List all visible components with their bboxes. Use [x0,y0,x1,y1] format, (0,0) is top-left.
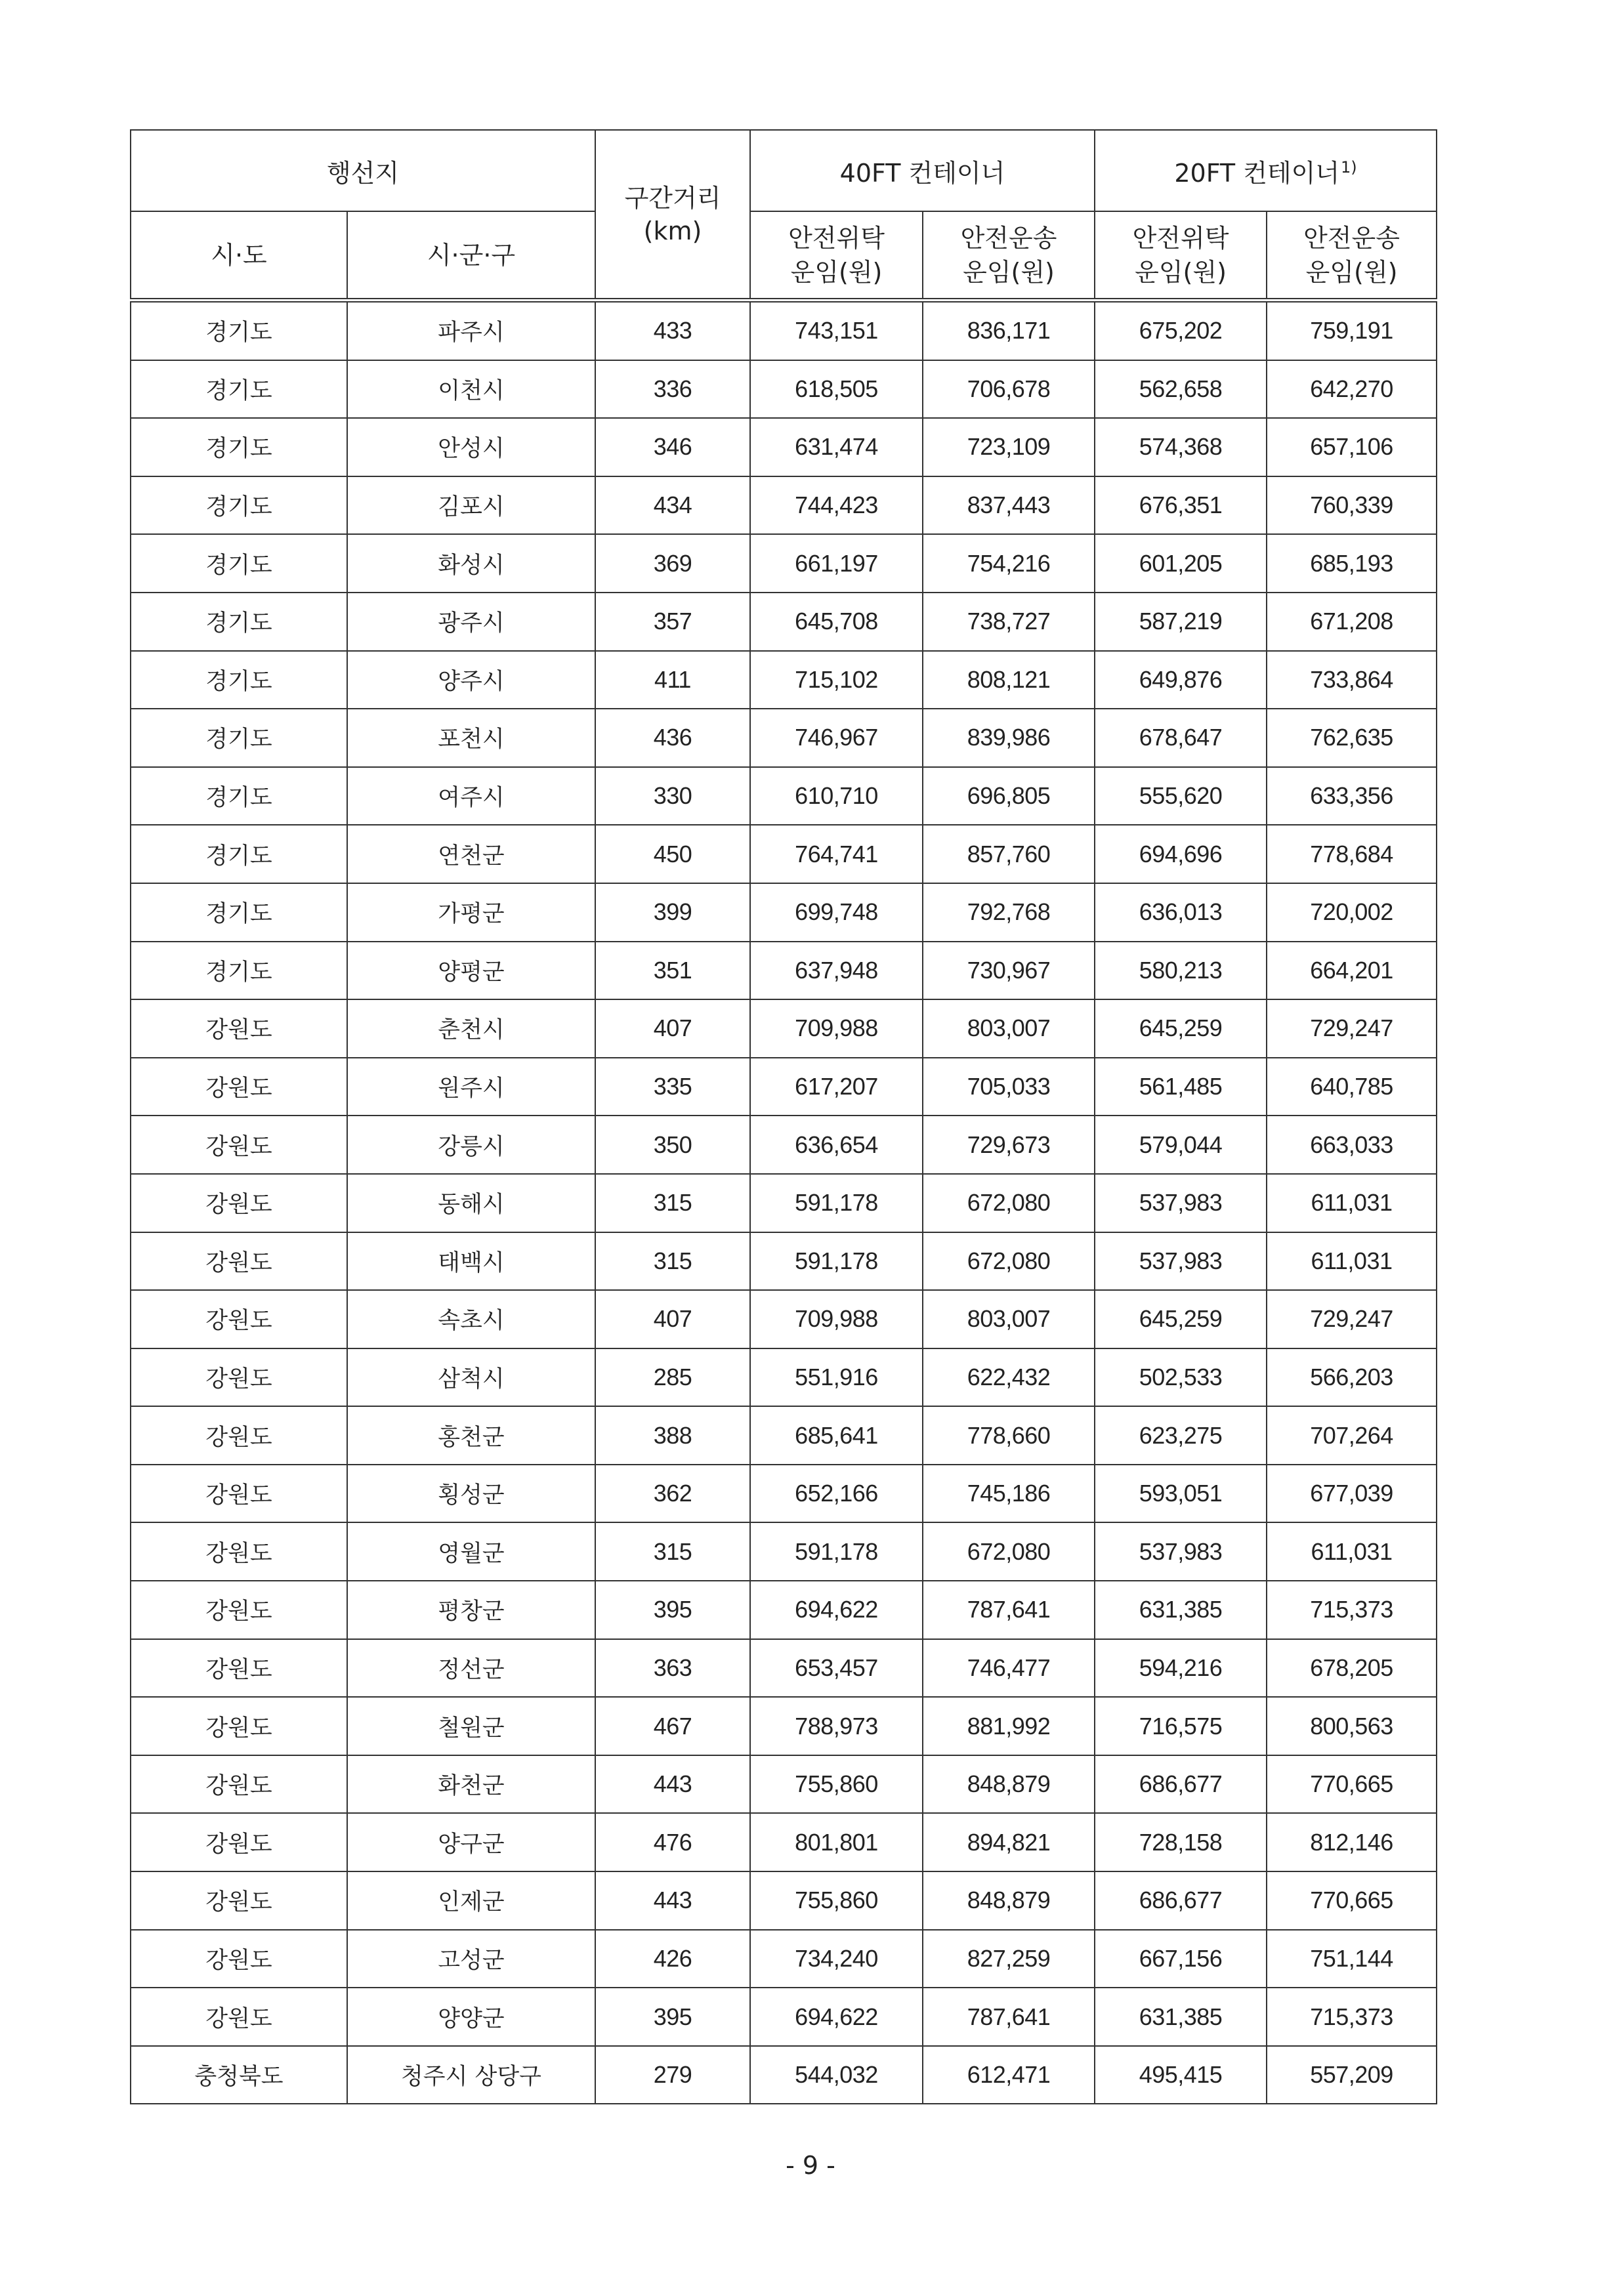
cell-rate-20ft-safe-transport: 678,205 [1267,1639,1437,1698]
cell-rate-40ft-safe-transport: 730,967 [923,942,1095,1000]
table-body [131,301,1437,2104]
cell-rate-20ft-safe-transport: 611,031 [1267,1522,1437,1581]
cell-rate-40ft-safe-consign: 591,178 [750,1232,923,1291]
cell-province: 강원도 [131,1639,347,1698]
cell-city: 화성시 [347,534,595,593]
cell-rate-40ft-safe-transport: 792,768 [923,883,1095,942]
cell-rate-40ft-safe-consign: 637,948 [750,942,923,1000]
cell-rate-40ft-safe-transport: 696,805 [923,767,1095,825]
cell-city: 춘천시 [347,999,595,1058]
cell-province: 강원도 [131,1755,347,1814]
cell-city: 양주시 [347,651,595,709]
header-20ft-safe-consign [1095,211,1267,301]
cell-rate-20ft-safe-transport: 729,247 [1267,999,1437,1058]
cell-rate-20ft-safe-consign: 686,677 [1095,1755,1267,1814]
cell-rate-20ft-safe-consign: 594,216 [1095,1639,1267,1698]
cell-rate-40ft-safe-transport: 723,109 [923,418,1095,476]
header-label-line1: 안전위탁 [788,223,885,253]
table-row [131,1930,1437,1988]
cell-city: 연천군 [347,825,595,883]
cell-rate-20ft-safe-consign: 728,158 [1095,1813,1267,1871]
cell-rate-20ft-safe-transport: 664,201 [1267,942,1437,1000]
table-row [131,476,1437,535]
cell-province: 강원도 [131,1697,347,1755]
cell-rate-20ft-safe-consign: 636,013 [1095,883,1267,942]
cell-city: 파주시 [347,301,595,360]
cell-rate-20ft-safe-transport: 633,356 [1267,767,1437,825]
table-row [131,999,1437,1058]
table-row [131,301,1437,360]
cell-rate-40ft-safe-consign: 694,622 [750,1988,923,2046]
cell-province: 경기도 [131,883,347,942]
cell-city: 고성군 [347,1930,595,1988]
header-city: 시·군·구 [347,211,595,301]
cell-distance-km: 330 [595,767,750,825]
cell-rate-40ft-safe-transport: 808,121 [923,651,1095,709]
cell-rate-40ft-safe-consign: 694,622 [750,1581,923,1639]
cell-rate-20ft-safe-transport: 729,247 [1267,1290,1437,1348]
header-label-line1: 안전운송 [1303,223,1400,253]
cell-rate-40ft-safe-consign: 652,166 [750,1465,923,1523]
cell-rate-40ft-safe-consign: 709,988 [750,1290,923,1348]
cell-city: 이천시 [347,360,595,419]
cell-rate-20ft-safe-transport: 751,144 [1267,1930,1437,1988]
cell-province: 강원도 [131,1871,347,1930]
table-header [131,130,1437,301]
cell-rate-40ft-safe-consign: 801,801 [750,1813,923,1871]
cell-distance-km: 443 [595,1755,750,1814]
cell-rate-40ft-safe-consign: 551,916 [750,1348,923,1407]
cell-rate-40ft-safe-consign: 661,197 [750,534,923,593]
cell-distance-km: 388 [595,1406,750,1465]
cell-rate-40ft-safe-transport: 746,477 [923,1639,1095,1698]
header-province: 시·도 [131,211,347,301]
cell-rate-40ft-safe-consign: 617,207 [750,1058,923,1116]
cell-distance-km: 467 [595,1697,750,1755]
cell-rate-40ft-safe-consign: 744,423 [750,476,923,535]
cell-city: 횡성군 [347,1465,595,1523]
freight-rate-table [130,129,1437,2104]
cell-province: 강원도 [131,1116,347,1174]
header-label-line2: 운임(원) [1305,257,1398,287]
cell-city: 삼척시 [347,1348,595,1407]
cell-rate-20ft-safe-consign: 561,485 [1095,1058,1267,1116]
cell-rate-20ft-safe-consign: 631,385 [1095,1581,1267,1639]
table-row [131,825,1437,883]
table-row [131,1755,1437,1814]
table-row [131,942,1437,1000]
table-row [131,1058,1437,1116]
cell-rate-40ft-safe-transport: 738,727 [923,593,1095,651]
cell-distance-km: 434 [595,476,750,535]
cell-distance-km: 395 [595,1581,750,1639]
cell-distance-km: 351 [595,942,750,1000]
cell-rate-20ft-safe-consign: 645,259 [1095,999,1267,1058]
cell-distance-km: 407 [595,999,750,1058]
cell-city: 광주시 [347,593,595,651]
cell-rate-20ft-safe-consign: 716,575 [1095,1697,1267,1755]
cell-rate-20ft-safe-transport: 720,002 [1267,883,1437,942]
table-row [131,1232,1437,1291]
cell-rate-40ft-safe-transport: 787,641 [923,1988,1095,2046]
cell-distance-km: 363 [595,1639,750,1698]
cell-distance-km: 433 [595,301,750,360]
cell-distance-km: 285 [595,1348,750,1407]
cell-rate-20ft-safe-transport: 778,684 [1267,825,1437,883]
cell-rate-40ft-safe-consign: 715,102 [750,651,923,709]
cell-province: 경기도 [131,651,347,709]
cell-rate-20ft-safe-transport: 640,785 [1267,1058,1437,1116]
table-row [131,1697,1437,1755]
table-row [131,1348,1437,1407]
cell-distance-km: 336 [595,360,750,419]
cell-rate-40ft-safe-consign: 653,457 [750,1639,923,1698]
header-label-line2: 운임(원) [1135,257,1227,287]
cell-rate-20ft-safe-consign: 686,677 [1095,1871,1267,1930]
cell-distance-km: 450 [595,825,750,883]
cell-province: 경기도 [131,534,347,593]
cell-rate-20ft-safe-consign: 537,983 [1095,1174,1267,1232]
cell-rate-20ft-safe-transport: 663,033 [1267,1116,1437,1174]
cell-rate-40ft-safe-transport: 894,821 [923,1813,1095,1871]
header-label-line1: 안전운송 [960,223,1057,253]
cell-city: 양양군 [347,1988,595,2046]
cell-province: 강원도 [131,999,347,1058]
header-20ft-safe-transport [1267,211,1437,301]
cell-province: 강원도 [131,1174,347,1232]
cell-city: 김포시 [347,476,595,535]
cell-province: 충청북도 [131,2046,347,2104]
cell-rate-20ft-safe-transport: 557,209 [1267,2046,1437,2104]
table-row [131,1465,1437,1523]
cell-rate-20ft-safe-transport: 671,208 [1267,593,1437,651]
cell-rate-40ft-safe-consign: 755,860 [750,1755,923,1814]
cell-rate-40ft-safe-transport: 745,186 [923,1465,1095,1523]
cell-rate-20ft-safe-consign: 555,620 [1095,767,1267,825]
cell-rate-40ft-safe-transport: 827,259 [923,1930,1095,1988]
cell-city: 동해시 [347,1174,595,1232]
cell-rate-20ft-safe-consign: 502,533 [1095,1348,1267,1407]
header-40ft-safe-consign [750,211,923,301]
cell-distance-km: 426 [595,1930,750,1988]
cell-rate-40ft-safe-consign: 591,178 [750,1522,923,1581]
cell-rate-20ft-safe-consign: 562,658 [1095,360,1267,419]
cell-rate-20ft-safe-consign: 631,385 [1095,1988,1267,2046]
cell-province: 경기도 [131,593,347,651]
cell-rate-20ft-safe-consign: 593,051 [1095,1465,1267,1523]
table-row [131,1406,1437,1465]
cell-distance-km: 399 [595,883,750,942]
cell-rate-40ft-safe-consign: 544,032 [750,2046,923,2104]
cell-rate-40ft-safe-consign: 709,988 [750,999,923,1058]
cell-rate-40ft-safe-transport: 672,080 [923,1174,1095,1232]
cell-distance-km: 411 [595,651,750,709]
cell-rate-40ft-safe-transport: 803,007 [923,1290,1095,1348]
cell-rate-20ft-safe-transport: 762,635 [1267,709,1437,767]
table-row [131,534,1437,593]
cell-distance-km: 476 [595,1813,750,1871]
cell-rate-40ft-safe-consign: 636,654 [750,1116,923,1174]
header-label-line2: 운임(원) [963,257,1055,287]
table-row [131,1522,1437,1581]
cell-rate-20ft-safe-transport: 566,203 [1267,1348,1437,1407]
cell-province: 경기도 [131,767,347,825]
cell-distance-km: 436 [595,709,750,767]
cell-rate-20ft-safe-consign: 675,202 [1095,301,1267,360]
cell-province: 경기도 [131,301,347,360]
cell-rate-20ft-safe-consign: 678,647 [1095,709,1267,767]
cell-rate-20ft-safe-transport: 770,665 [1267,1871,1437,1930]
cell-rate-40ft-safe-consign: 610,710 [750,767,923,825]
cell-province: 강원도 [131,1290,347,1348]
cell-city: 화천군 [347,1755,595,1814]
cell-rate-40ft-safe-transport: 672,080 [923,1522,1095,1581]
cell-rate-40ft-safe-consign: 734,240 [750,1930,923,1988]
cell-rate-20ft-safe-consign: 645,259 [1095,1290,1267,1348]
cell-city: 여주시 [347,767,595,825]
cell-rate-40ft-safe-consign: 591,178 [750,1174,923,1232]
header-distance [595,130,750,301]
cell-rate-40ft-safe-consign: 618,505 [750,360,923,419]
cell-rate-20ft-safe-consign: 667,156 [1095,1930,1267,1988]
cell-distance-km: 395 [595,1988,750,2046]
cell-rate-20ft-safe-consign: 694,696 [1095,825,1267,883]
cell-city: 홍천군 [347,1406,595,1465]
cell-rate-40ft-safe-transport: 705,033 [923,1058,1095,1116]
cell-province: 강원도 [131,1406,347,1465]
cell-distance-km: 315 [595,1174,750,1232]
cell-rate-40ft-safe-consign: 755,860 [750,1871,923,1930]
cell-rate-20ft-safe-consign: 601,205 [1095,534,1267,593]
cell-rate-20ft-safe-consign: 676,351 [1095,476,1267,535]
table-row [131,1581,1437,1639]
cell-rate-20ft-safe-consign: 587,219 [1095,593,1267,651]
table-row [131,883,1437,942]
cell-rate-40ft-safe-transport: 848,879 [923,1755,1095,1814]
cell-rate-20ft-safe-transport: 685,193 [1267,534,1437,593]
cell-rate-20ft-safe-transport: 715,373 [1267,1988,1437,2046]
cell-province: 강원도 [131,1988,347,2046]
cell-rate-40ft-safe-transport: 839,986 [923,709,1095,767]
cell-city: 가평군 [347,883,595,942]
cell-distance-km: 315 [595,1522,750,1581]
cell-distance-km: 443 [595,1871,750,1930]
cell-rate-20ft-safe-consign: 623,275 [1095,1406,1267,1465]
cell-rate-20ft-safe-transport: 812,146 [1267,1813,1437,1871]
cell-city: 포천시 [347,709,595,767]
cell-rate-20ft-safe-transport: 611,031 [1267,1232,1437,1291]
cell-distance-km: 279 [595,2046,750,2104]
cell-city: 양평군 [347,942,595,1000]
header-20ft-container [1095,130,1437,211]
table-row [131,1290,1437,1348]
cell-distance-km: 346 [595,418,750,476]
cell-rate-40ft-safe-consign: 699,748 [750,883,923,942]
cell-rate-40ft-safe-transport: 848,879 [923,1871,1095,1930]
cell-rate-20ft-safe-transport: 657,106 [1267,418,1437,476]
cell-rate-40ft-safe-transport: 672,080 [923,1232,1095,1291]
cell-province: 강원도 [131,1058,347,1116]
table-row [131,360,1437,419]
cell-distance-km: 335 [595,1058,750,1116]
cell-distance-km: 357 [595,593,750,651]
table-row [131,1871,1437,1930]
cell-city: 양구군 [347,1813,595,1871]
cell-city: 안성시 [347,418,595,476]
cell-rate-20ft-safe-transport: 759,191 [1267,301,1437,360]
cell-rate-20ft-safe-transport: 642,270 [1267,360,1437,419]
cell-rate-40ft-safe-transport: 622,432 [923,1348,1095,1407]
cell-city: 인제군 [347,1871,595,1930]
cell-province: 강원도 [131,1232,347,1291]
cell-distance-km: 362 [595,1465,750,1523]
cell-rate-40ft-safe-transport: 836,171 [923,301,1095,360]
header-40ft-safe-transport [923,211,1095,301]
cell-rate-40ft-safe-transport: 754,216 [923,534,1095,593]
table-row [131,767,1437,825]
cell-rate-20ft-safe-consign: 580,213 [1095,942,1267,1000]
cell-rate-20ft-safe-transport: 715,373 [1267,1581,1437,1639]
cell-rate-40ft-safe-consign: 743,151 [750,301,923,360]
header-20ft-container-label: 20FT 컨테이너 [1174,158,1340,188]
cell-rate-20ft-safe-transport: 770,665 [1267,1755,1437,1814]
cell-rate-40ft-safe-consign: 764,741 [750,825,923,883]
cell-city: 철원군 [347,1697,595,1755]
cell-rate-20ft-safe-transport: 677,039 [1267,1465,1437,1523]
cell-rate-20ft-safe-transport: 611,031 [1267,1174,1437,1232]
cell-city: 원주시 [347,1058,595,1116]
cell-rate-20ft-safe-consign: 649,876 [1095,651,1267,709]
cell-rate-20ft-safe-transport: 707,264 [1267,1406,1437,1465]
table-row [131,1813,1437,1871]
cell-rate-40ft-safe-consign: 746,967 [750,709,923,767]
cell-distance-km: 315 [595,1232,750,1291]
cell-province: 경기도 [131,360,347,419]
cell-province: 강원도 [131,1581,347,1639]
header-label-line2: 운임(원) [790,257,883,287]
footnote-marker: 1) [1341,157,1357,177]
cell-province: 경기도 [131,418,347,476]
table-row [131,2046,1437,2104]
table-row [131,418,1437,476]
cell-rate-20ft-safe-transport: 733,864 [1267,651,1437,709]
cell-province: 경기도 [131,942,347,1000]
cell-distance-km: 407 [595,1290,750,1348]
cell-rate-40ft-safe-transport: 857,760 [923,825,1095,883]
table-row [131,1639,1437,1698]
cell-rate-20ft-safe-consign: 574,368 [1095,418,1267,476]
cell-rate-40ft-safe-transport: 803,007 [923,999,1095,1058]
table-row [131,593,1437,651]
cell-city: 정선군 [347,1639,595,1698]
table-row [131,1988,1437,2046]
cell-province: 강원도 [131,1930,347,1988]
header-destination: 행선지 [131,130,595,211]
cell-rate-20ft-safe-transport: 800,563 [1267,1697,1437,1755]
cell-city: 강릉시 [347,1116,595,1174]
cell-distance-km: 350 [595,1116,750,1174]
header-distance-line1: 구간거리 [624,183,721,213]
cell-rate-20ft-safe-transport: 760,339 [1267,476,1437,535]
cell-rate-40ft-safe-consign: 645,708 [750,593,923,651]
cell-rate-40ft-safe-consign: 685,641 [750,1406,923,1465]
cell-city: 평창군 [347,1581,595,1639]
cell-rate-40ft-safe-transport: 706,678 [923,360,1095,419]
cell-rate-20ft-safe-consign: 537,983 [1095,1232,1267,1291]
cell-rate-40ft-safe-transport: 787,641 [923,1581,1095,1639]
cell-rate-20ft-safe-consign: 495,415 [1095,2046,1267,2104]
cell-province: 강원도 [131,1348,347,1407]
cell-province: 경기도 [131,709,347,767]
cell-city: 속초시 [347,1290,595,1348]
cell-province: 경기도 [131,476,347,535]
cell-city: 청주시 상당구 [347,2046,595,2104]
cell-rate-20ft-safe-consign: 537,983 [1095,1522,1267,1581]
cell-province: 경기도 [131,825,347,883]
cell-rate-40ft-safe-transport: 612,471 [923,2046,1095,2104]
cell-city: 영월군 [347,1522,595,1581]
cell-rate-40ft-safe-transport: 837,443 [923,476,1095,535]
cell-province: 강원도 [131,1465,347,1523]
cell-rate-40ft-safe-transport: 729,673 [923,1116,1095,1174]
header-label-line1: 안전위탁 [1132,223,1229,253]
cell-province: 강원도 [131,1522,347,1581]
table-row [131,1116,1437,1174]
table-row [131,709,1437,767]
cell-province: 강원도 [131,1813,347,1871]
cell-rate-40ft-safe-transport: 778,660 [923,1406,1095,1465]
cell-rate-20ft-safe-consign: 579,044 [1095,1116,1267,1174]
cell-rate-40ft-safe-consign: 631,474 [750,418,923,476]
header-distance-line2: (km) [643,216,702,245]
page-number: - 9 - [786,2151,835,2180]
cell-city: 태백시 [347,1232,595,1291]
table-row [131,1174,1437,1232]
header-40ft-container: 40FT 컨테이너 [750,130,1095,211]
cell-distance-km: 369 [595,534,750,593]
cell-rate-40ft-safe-consign: 788,973 [750,1697,923,1755]
table-row [131,651,1437,709]
cell-rate-40ft-safe-transport: 881,992 [923,1697,1095,1755]
